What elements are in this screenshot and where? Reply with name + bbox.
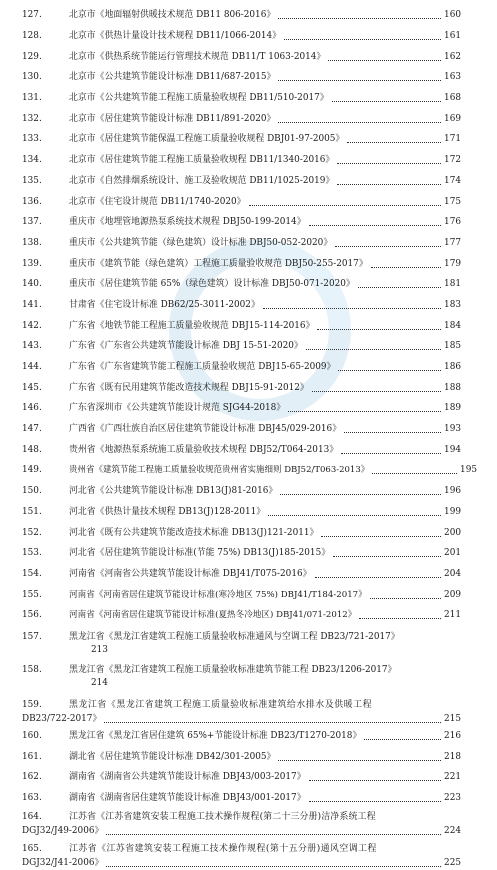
entry-title: 黑龙江省《黑龙江省建筑工程施工质量验收标准建筑节能工程 DB23/1206-2017》	[69, 664, 397, 675]
entry-page: 209	[444, 589, 461, 600]
entry-page: 196	[444, 486, 461, 497]
toc-entry[interactable]	[0, 522, 497, 543]
entry-page: 184	[444, 320, 461, 331]
dot-leader	[359, 617, 441, 619]
toc-entry[interactable]	[0, 460, 497, 481]
dot-leader	[344, 431, 441, 433]
entry-page: 199	[444, 506, 461, 517]
entry-number: 147.	[22, 424, 42, 435]
entry-title: 北京市《居住建筑节能保温工程施工质量验收规程 DBJ01-97-2005》	[69, 134, 345, 145]
entry-page: 215	[444, 713, 461, 724]
entry-number: 150.	[22, 486, 42, 497]
entry-number: 152.	[22, 527, 42, 538]
dot-leader	[309, 779, 441, 781]
entry-title-cont: DGJ32/J49-2006》	[22, 826, 104, 837]
entry-title: 北京市《居住建筑节能设计标准 DB11/891-2020》	[69, 113, 276, 124]
toc-entry[interactable]	[0, 336, 497, 357]
entry-number: 130.	[22, 72, 42, 83]
dot-leader	[263, 307, 441, 309]
entry-page: 177	[444, 237, 461, 248]
entry-page: 160	[444, 10, 461, 21]
entry-number: 154.	[22, 568, 42, 579]
entry-page: 204	[444, 568, 461, 579]
dot-leader	[278, 17, 441, 19]
dot-leader	[358, 286, 441, 288]
entry-page: 186	[444, 362, 461, 373]
entry-page: 176	[444, 217, 461, 228]
toc-entry[interactable]	[0, 838, 497, 870]
entry-title: 广西省《广西壮族自治区居住建筑节能设计标准 DBJ45/029-2016》	[69, 424, 342, 435]
toc-entry[interactable]	[0, 129, 497, 150]
entry-title: 湖南省《湖南省居住建筑节能设计标准 DBJ43/001-2017》	[69, 793, 306, 804]
entry-title: 广东省《既有民用建筑节能改造技术规程 DBJ15-91-2012》	[69, 382, 309, 393]
entry-title: 湖北省《居住建筑节能设计标准 DB42/301-2005》	[69, 751, 276, 762]
entry-title: 广东省《广东省建筑节能工程施工质量验收规范 DBJ15-65-2009》	[69, 362, 336, 373]
entry-number: 151.	[22, 506, 42, 517]
dot-leader	[104, 721, 441, 723]
dot-leader	[364, 738, 441, 740]
entry-title: 北京市《地面辐射供暖技术规范 DB11 806-2016》	[69, 10, 276, 21]
entry-page: 221	[444, 772, 461, 783]
entry-page: 168	[444, 93, 461, 104]
dot-leader	[332, 100, 441, 102]
toc-entry[interactable]	[0, 88, 497, 109]
entry-page: 193	[444, 424, 461, 435]
entry-number: 129.	[22, 51, 42, 62]
entry-number: 128.	[22, 31, 42, 42]
dot-leader	[335, 245, 441, 247]
entry-number: 160.	[22, 730, 42, 741]
entry-page: 211	[444, 610, 461, 621]
toc-entry[interactable]	[0, 274, 497, 295]
entry-number: 131.	[22, 93, 42, 104]
toc-entry[interactable]	[0, 439, 497, 460]
dot-leader	[315, 576, 442, 578]
toc-entry[interactable]	[0, 108, 497, 129]
entry-title: 广东省深圳市《公共建筑节能设计规范 SJG44-2018》	[69, 403, 286, 414]
entry-title: 河北省《公共建筑节能设计标准 DB13(J)81-2016》	[69, 486, 278, 497]
entry-title: 北京市《居住建筑节能工程施工质量验收规程 DB11/1340-2016》	[69, 155, 335, 166]
entry-title: 黑龙江省《黑龙江省建筑工程施工质量验收标准通风与空调工程 DB23/721-2017》	[69, 631, 400, 642]
entry-title: 广东省《地铁节能工程施工质量验收规范 DBJ15-114-2016》	[69, 320, 315, 331]
entry-title: 重庆市《地埋管地源热泵系统技术规程 DBJ50-199-2014》	[69, 217, 306, 228]
dot-leader	[268, 514, 441, 516]
entry-page: 225	[444, 858, 461, 869]
toc-entry[interactable]	[0, 253, 497, 274]
dot-leader	[337, 162, 441, 164]
toc-entry[interactable]	[0, 377, 497, 398]
dot-leader	[333, 555, 441, 557]
toc-entry[interactable]	[0, 626, 497, 659]
dot-leader	[278, 121, 441, 123]
toc-entry[interactable]	[0, 808, 497, 838]
toc-entry[interactable]	[0, 419, 497, 440]
entry-number: 143.	[22, 341, 42, 352]
entry-page: 195	[460, 465, 477, 476]
entry-title-cont: DB23/722-2017》	[22, 713, 102, 724]
entry-page: 194	[444, 444, 461, 455]
entry-title: 河北省《既有公共建筑节能改造技术标准 DB13(J)121-2011》	[69, 527, 319, 538]
dot-leader	[371, 266, 441, 268]
entry-title: 贵州省《地源热泵系统施工质量验收技术规程 DBJ52/T064-2013》	[69, 444, 339, 455]
dot-leader	[309, 800, 441, 802]
entry-number: 156.	[22, 610, 42, 621]
toc-entry[interactable]	[0, 692, 497, 726]
dot-leader	[280, 493, 441, 495]
entry-page: 185	[444, 341, 461, 352]
toc-entry[interactable]	[0, 357, 497, 378]
entry-page: 174	[444, 175, 461, 186]
entry-number: 137.	[22, 217, 42, 228]
entry-number: 153.	[22, 548, 42, 559]
entry-title: 重庆市《居住建筑节能 65%（绿色建筑）设计标准 DBJ50-071-2020》	[69, 279, 355, 290]
toc-entry[interactable]	[0, 46, 497, 67]
entry-number: 148.	[22, 444, 42, 455]
entry-number: 162.	[22, 772, 42, 783]
dot-leader	[321, 535, 441, 537]
entry-title: 河南省《河南省居住建筑节能设计标准(夏热冬冷地区) DBJ41/071-2012》	[69, 610, 357, 621]
table-of-contents	[0, 5, 497, 870]
entry-title: 湖南省《湖南省公共建筑节能设计标准 DBJ43/003-2017》	[69, 772, 306, 783]
dot-leader	[372, 472, 457, 474]
toc-entry[interactable]	[0, 5, 497, 26]
entry-title: 北京市《公共建筑节能设计标准 DB11/687-2015》	[69, 72, 276, 83]
toc-entry[interactable]	[0, 767, 497, 788]
entry-page: 172	[444, 155, 461, 166]
entry-page: 223	[444, 793, 461, 804]
entry-page: 224	[444, 826, 461, 837]
entry-number: 163.	[22, 793, 42, 804]
toc-entry[interactable]	[0, 543, 497, 564]
entry-title: 广东省《广东省公共建筑节能设计标准 DBJ 15-51-2020》	[69, 341, 303, 352]
entry-number: 144.	[22, 362, 42, 373]
entry-number: 139.	[22, 258, 42, 269]
entry-title: 河北省《居住建筑节能设计标准(节能 75%) DB13(J)185-2015》	[69, 548, 331, 559]
entry-title: 河北省《供热计量技术规程 DB13(J)128-2011》	[69, 506, 266, 517]
dot-leader	[328, 59, 441, 61]
dot-leader	[347, 141, 441, 143]
entry-title: 北京市《供热系统节能运行管理技术规范 DB11/T 1063-2014》	[69, 51, 326, 62]
dot-leader	[341, 452, 441, 454]
dot-leader	[317, 328, 441, 330]
toc-entry[interactable]	[0, 212, 497, 233]
dot-leader	[288, 410, 441, 412]
entry-page: 218	[444, 751, 461, 762]
dot-leader	[337, 183, 441, 185]
entry-number: 132.	[22, 113, 42, 124]
toc-entry[interactable]	[0, 481, 497, 502]
entry-title: 江苏省《江苏省建筑安装工程施工技术操作规程(第十五分册)通风空调工程	[69, 844, 377, 855]
entry-title: 北京市《供热计量设计技术规程 DB11/1066-2014》	[69, 31, 282, 42]
entry-page: 169	[444, 113, 461, 124]
entry-number: 138.	[22, 237, 42, 248]
entry-number: 161.	[22, 751, 42, 762]
entry-title: 贵州省《建筑节能工程施工质量验收规范贵州省实施细则 DBJ52/T063-2013》	[69, 465, 370, 476]
entry-number: 158.	[22, 664, 42, 675]
toc-entry[interactable]	[0, 295, 497, 316]
dot-leader	[284, 38, 441, 40]
entry-page: 175	[444, 196, 461, 207]
entry-number: 159.	[22, 699, 42, 710]
toc-entry[interactable]	[0, 502, 497, 523]
entry-title: 甘肃省《住宅设计标准 DB62/25-3011-2002》	[69, 299, 260, 310]
entry-page: 163	[444, 72, 461, 83]
entry-number: 127.	[22, 10, 42, 21]
entry-number: 145.	[22, 382, 42, 393]
toc-entry[interactable]	[0, 398, 497, 419]
dot-leader	[312, 390, 441, 392]
toc-entry[interactable]	[0, 233, 497, 254]
dot-leader	[106, 865, 441, 867]
dot-leader	[370, 597, 441, 599]
entry-number: 165.	[22, 844, 42, 855]
entry-page: 200	[444, 527, 461, 538]
entry-number: 135.	[22, 175, 42, 186]
dot-leader	[278, 79, 441, 81]
entry-title: 河南省《河南省公共建筑节能设计标准 DBJ41/T075-2016》	[69, 568, 312, 579]
entry-number: 142.	[22, 320, 42, 331]
entry-number: 141.	[22, 299, 42, 310]
toc-entry[interactable]	[0, 26, 497, 47]
toc-group-1	[0, 5, 497, 626]
entry-number: 134.	[22, 155, 42, 166]
entry-number: 140.	[22, 279, 42, 290]
entry-page: 161	[444, 31, 461, 42]
entry-number: 155.	[22, 589, 42, 600]
entry-title: 北京市《公共建筑节能工程施工质量验收规程 DB11/510-2017》	[69, 93, 329, 104]
entry-title: 北京市《自然排烟系统设计、施工及验收规范 DB11/1025-2019》	[69, 175, 335, 186]
entry-number: 146.	[22, 403, 42, 414]
toc-entry[interactable]	[0, 564, 497, 585]
toc-entry[interactable]	[0, 171, 497, 192]
entry-page: 162	[444, 51, 461, 62]
toc-entry[interactable]	[0, 315, 497, 336]
toc-entry[interactable]	[0, 150, 497, 171]
dot-leader	[278, 759, 441, 761]
entry-page: 181	[444, 279, 461, 290]
entry-page: 183	[444, 299, 461, 310]
entry-title: 江苏省《江苏省建筑安装工程施工技术操作规程(第二十三分册)洁净系统工程	[69, 812, 376, 823]
dot-leader	[106, 833, 441, 835]
dot-leader	[306, 348, 441, 350]
dot-leader	[309, 224, 441, 226]
toc-entry[interactable]	[0, 659, 497, 692]
entry-page: 179	[444, 258, 461, 269]
entry-title: 黑龙江省《黑龙江省建筑工程施工质量验收标准建筑给水排水及供暖工程	[69, 699, 373, 710]
entry-page: 171	[444, 134, 461, 145]
toc-entry[interactable]	[0, 191, 497, 212]
toc-entry[interactable]	[0, 67, 497, 88]
toc-entry[interactable]	[0, 746, 497, 767]
entry-number: 133.	[22, 134, 42, 145]
entry-title: 北京市《住宅设计规范 DB11/1740-2020》	[69, 196, 246, 207]
entry-page: 216	[444, 730, 461, 741]
toc-entry[interactable]	[0, 605, 497, 626]
toc-entry[interactable]	[0, 788, 497, 809]
entry-title: 黑龙江省《黑龙江省居住建筑 65%+节能设计标准 DB23/T1270-2018》	[69, 730, 362, 741]
toc-entry[interactable]	[0, 584, 497, 605]
entry-page: 188	[444, 382, 461, 393]
toc-group-2	[0, 726, 497, 809]
entry-page: 213	[91, 644, 108, 655]
entry-number: 164.	[22, 812, 42, 823]
dot-leader	[338, 369, 441, 371]
entry-page: 201	[444, 548, 461, 559]
entry-number: 157.	[22, 631, 42, 642]
entry-number: 149.	[22, 465, 42, 476]
entry-title-cont: DGJ32/J41-2006》	[22, 858, 104, 869]
dot-leader	[249, 204, 442, 206]
entry-page: 189	[444, 403, 461, 414]
entry-title: 重庆市《公共建筑节能（绿色建筑）设计标准 DBJ50-052-2020》	[69, 237, 333, 248]
entry-title: 河南省《河南省居住建筑节能设计标准(寒冷地区 75%) DBJ41/T184-2017》	[69, 589, 367, 600]
entry-page: 214	[91, 677, 108, 688]
entry-title: 重庆市《建筑节能（绿色建筑）工程施工质量验收规范 DBJ50-255-2017》	[69, 258, 368, 269]
entry-number: 136.	[22, 196, 42, 207]
